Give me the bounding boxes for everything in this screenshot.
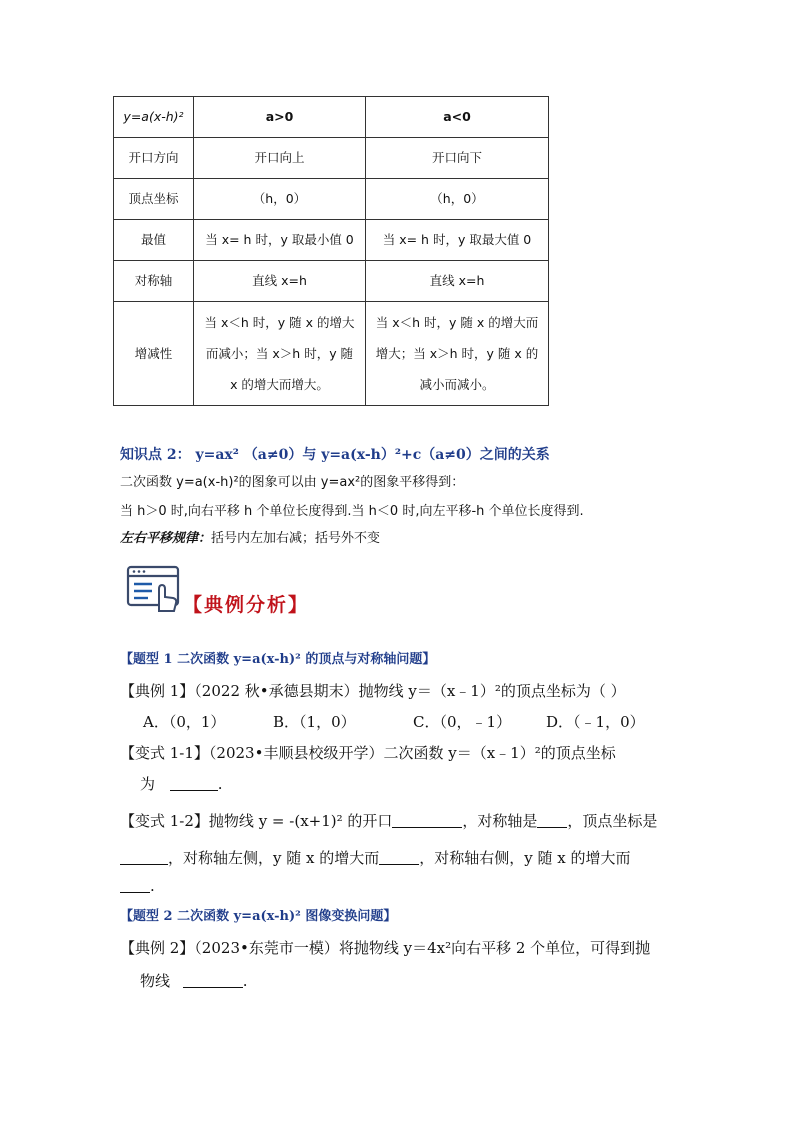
knowledge-line-1: 二次函数 y=a(x-h)²的图象可以由 y=ax²的图象平移得到： [120,475,465,490]
answer-blank [379,850,419,865]
answer-blank [170,776,218,791]
option-a: A．（0，1） [143,713,226,731]
table-header-cell: a<0 [366,97,549,138]
example-analysis-icon [126,565,182,617]
knowledge-line-2: 当 h＞0 时,向右平移 h 个单位长度得到.当 h＜0 时,向左平移-h 个单位长度得到. [120,504,584,519]
example-2-line-1: 【典例 2】（2023•东莞市一模）将抛物线 y＝4x²向右平移 2 个单位，可得到抛 [120,939,651,957]
option-b: B．（1，0） [273,713,356,731]
table-cell: （h，0） [366,179,549,220]
table-cell: （h，0） [194,179,366,220]
table-row [114,220,549,261]
variant-1-1-text: 为 [140,775,156,793]
table-cell: 对称轴 [114,261,194,302]
cell-line: 增大；当 x＞h 时，y 随 x 的 [375,346,539,361]
properties-table [113,96,549,406]
table-cell [194,302,366,406]
table-cell: 当 x= h 时，y 取最小值 0 [194,220,366,261]
variant-1-2-text: 【变式 1-2】抛物线 y = -(x+1)² 的开口 [120,812,393,830]
table-header-cell: y=a(x-h)² [114,97,194,138]
answer-blank [537,813,567,828]
table-cell: 开口向下 [366,138,549,179]
table-row [114,302,549,406]
knowledge-rule [120,527,380,546]
table-row [114,138,549,179]
variant-1-1-line-1: 【变式 1-1】（2023•丰顺县校级开学）二次函数 y＝（x﹣1）²的顶点坐标 [120,744,616,762]
table-row [114,179,549,220]
table-cell: 增减性 [114,302,194,406]
example-2-text: 物线 [140,972,171,990]
table-cell: 顶点坐标 [114,179,194,220]
answer-blank [120,850,168,865]
option-c: C．（0，﹣1） [413,713,512,731]
variant-1-2-text: ，对称轴右侧，y 随 x 的增大而 [419,849,631,867]
variant-1-2-line-1 [120,810,657,831]
table-row [114,261,549,302]
answer-blank [392,813,462,828]
table-header-cell: a>0 [194,97,366,138]
table-cell [366,302,549,406]
option-d: D．（﹣1，0） [546,713,645,731]
knowledge-heading: 知识点 2： y=ax² （a≠0）与 y=a(x-h）²+c（a≠0）之间的关系 [120,447,550,463]
variant-1-1-line-2: 为 . [140,775,223,793]
example-1: 【典例 1】（2022 秋•承德县期末）抛物线 y＝（x﹣1）²的顶点坐标为（ ） [120,682,626,700]
example-2-line-2: 物线 . [140,972,248,990]
table-cell: 直线 x=h [194,261,366,302]
variant-1-2-text: ，对称轴左侧，y 随 x 的增大而 [168,849,380,867]
table-cell: 当 x= h 时，y 取最大值 0 [366,220,549,261]
cell-line: 当 x＜h 时，y 随 x 的增大 [204,315,355,330]
cell-line: 当 x＜h 时，y 随 x 的增大而 [375,315,539,330]
table-cell: 最值 [114,220,194,261]
table-cell: 开口方向 [114,138,194,179]
table-cell: 开口向上 [194,138,366,179]
question-type-1-heading: 【题型 1 二次函数 y=a(x-h)² 的顶点与对称轴问题】 [120,652,436,667]
rule-label: 左右平移规律： [120,531,212,546]
answer-blank [120,878,150,893]
question-type-2-heading: 【题型 2 二次函数 y=a(x-h)² 图像变换问题】 [120,909,397,924]
cell-line: 而减小；当 x＞h 时，y 随 [205,346,354,361]
table-cell: 直线 x=h [366,261,549,302]
variant-1-2-text: ，对称轴是 [462,812,538,830]
variant-1-2-text: ，顶点坐标是 [567,812,658,830]
cell-line: x 的增大而增大。 [230,377,329,392]
example-analysis-banner: 【典例分析】 [183,594,310,616]
cell-line: 减小而减小。 [419,377,495,392]
rule-text: 括号内左加右减；括号外不变 [211,531,381,546]
table-header-row [114,97,549,138]
variant-1-2-line-3: . [120,877,155,895]
variant-1-2-line-2 [120,847,631,868]
answer-blank [183,973,243,988]
